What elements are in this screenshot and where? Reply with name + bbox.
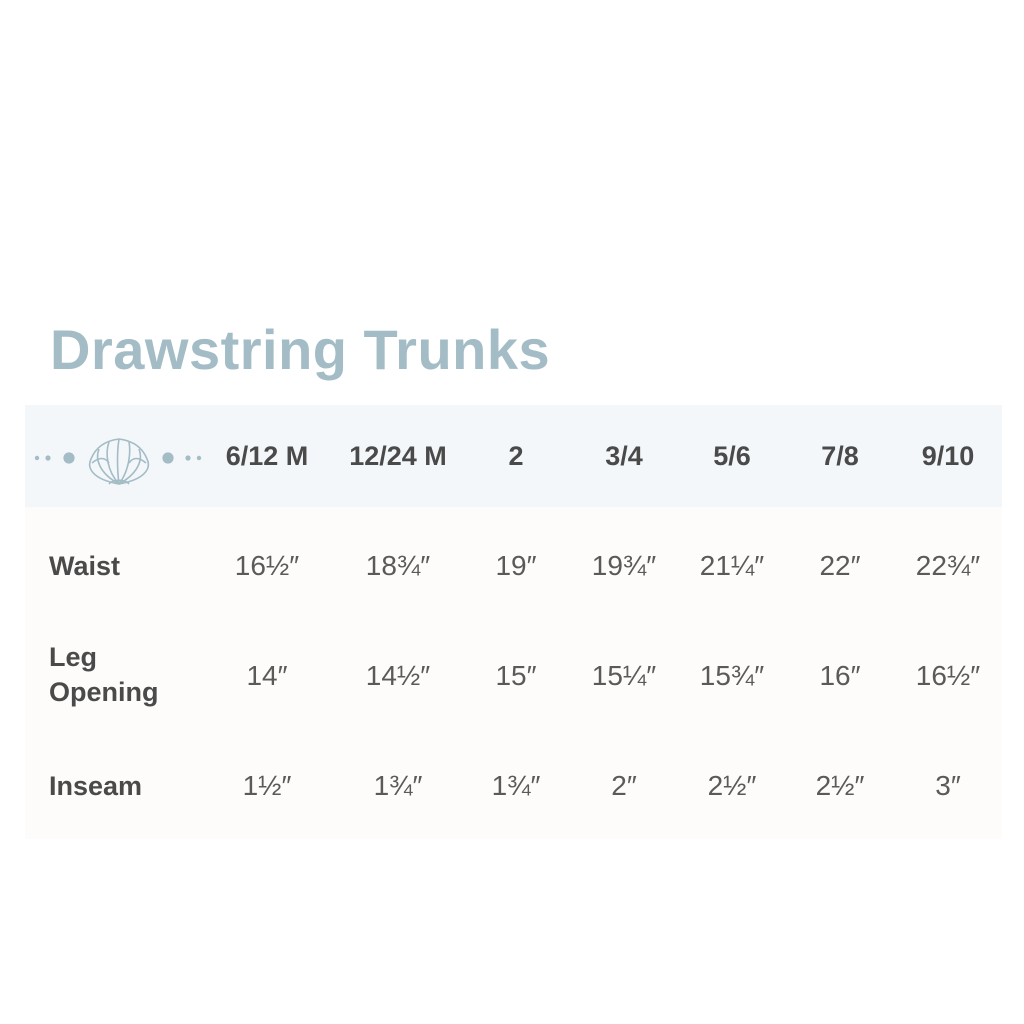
measurement-value: 3″ [935,770,961,801]
row-label: Waist [49,551,121,581]
measurement-value: 15¾″ [699,660,765,691]
measurement-value: 19¾″ [591,550,657,581]
seashell-icon [29,427,205,487]
measurement-value: 22¾″ [915,550,981,581]
size-column-header: 2 [508,441,524,471]
measurement-value: 2″ [611,770,637,801]
measurement-value: 15″ [495,660,537,691]
measurement-value: 19″ [495,550,537,581]
measurements-body [25,507,1002,839]
measurement-value: 1¾″ [373,770,423,801]
measurement-value: 2½″ [707,770,757,801]
measurement-value: 14½″ [365,660,431,691]
measurement-value: 16½″ [234,550,300,581]
measurement-value: 22″ [819,550,861,581]
size-column-header: 5/6 [713,441,751,471]
size-column-header: 12/24 M [349,441,447,471]
size-column-header: 6/12 M [225,441,309,471]
measurement-value: 14″ [246,660,288,691]
size-header-row [25,405,1002,507]
measurement-value: 16″ [819,660,861,691]
size-column-header: 3/4 [605,441,643,471]
measurement-value: 18¾″ [365,550,431,581]
measurement-value: 21¼″ [699,550,765,581]
size-column-header: 7/8 [821,441,859,471]
measurement-value: 16½″ [915,660,981,691]
size-chart [25,405,1002,839]
row-label: Leg Opening [49,642,159,707]
page-title: Drawstring Trunks [50,318,551,381]
row-label: Inseam [49,771,143,801]
measurement-value: 1½″ [242,770,292,801]
measurement-value: 2½″ [815,770,865,801]
measurement-value: 1¾″ [491,770,541,801]
measurement-value: 15¼″ [591,660,657,691]
size-column-header: 9/10 [921,441,975,471]
